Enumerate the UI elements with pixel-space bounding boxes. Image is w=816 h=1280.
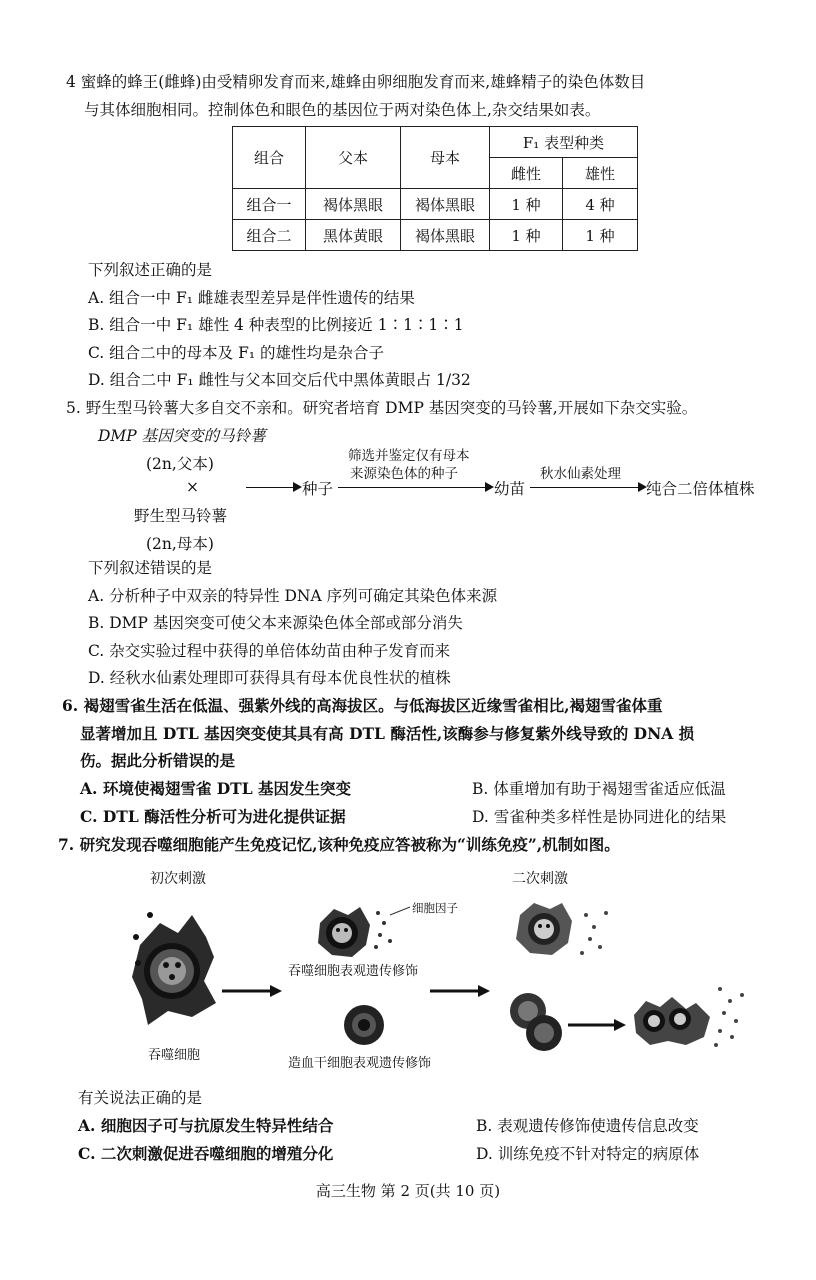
q7-option-a: A. 细胞因子可与抗原发生特异性结合 [78, 1116, 334, 1135]
q6-option-b: B. 体重增加有助于褐翅雪雀适应低温 [472, 780, 726, 798]
macrophage-cell-image [132, 912, 216, 1025]
q6-line3: 伤。据此分析错误的是 [80, 751, 236, 770]
q4-option-a: A. 组合一中 F₁ 雌雄表型差异是伴性遗传的结果 [88, 289, 415, 307]
q5-dmp-ploidy: (2n,父本) [146, 455, 214, 473]
arrow-head [485, 482, 494, 492]
q5-dmp-label: DMP 基因突变的马铃薯 [98, 427, 266, 445]
q4-cross-table [232, 126, 638, 251]
q7-mechanism-figure [120, 885, 760, 1055]
q5-seed: 种子 [302, 480, 334, 498]
q5-wild-ploidy: (2n,母本) [146, 535, 214, 553]
cell-male: 4 种 [563, 189, 638, 220]
cell-male: 1 种 [563, 220, 638, 251]
q7-cytokine-label: 细胞因子 [412, 901, 458, 915]
cell-mother: 褐体黑眼 [401, 220, 490, 251]
arrow-line [530, 487, 640, 488]
q6-option-d: D. 雪雀种类多样性是协同进化的结果 [472, 808, 727, 826]
cell-female: 1 种 [490, 189, 563, 220]
q5-line1: 5. 野生型马铃薯大多自交不亲和。研究者培育 DMP 基因突变的马铃薯,开展如下杂交实验。 [66, 399, 698, 417]
header-group: 组合 [233, 127, 306, 189]
cell-group: 组合二 [233, 220, 306, 251]
q7-second-stimulus: 二次刺激 [512, 871, 568, 887]
q5-option-b: B. DMP 基因突变可使父本来源染色体全部或部分消失 [88, 614, 463, 632]
cell-female: 1 种 [490, 220, 563, 251]
cell-mother: 褐体黑眼 [401, 189, 490, 220]
hematopoietic-stem-cell-image [344, 1005, 384, 1045]
arrow-line [338, 487, 486, 488]
q6-option-c: C. DTL 酶活性分析可为进化提供证据 [80, 807, 346, 826]
q7-first-stimulus: 初次刺激 [150, 871, 206, 887]
secondary-macrophage-image [516, 903, 608, 955]
cell-father: 黑体黄眼 [306, 220, 401, 251]
q5-option-c: C. 杂交实验过程中获得的单倍体幼苗由种子发育而来 [88, 642, 451, 660]
q4-stem: 下列叙述正确的是 [88, 261, 213, 279]
header-female: 雌性 [490, 158, 563, 189]
cell-father: 褐体黑眼 [306, 189, 401, 220]
q5-option-a: A. 分析种子中双亲的特异性 DNA 序列可确定其染色体来源 [88, 587, 498, 605]
arrow-head [293, 482, 302, 492]
arrow-line [246, 487, 294, 488]
q5-screen-label-2: 来源染色体的种子 [350, 466, 458, 482]
activated-macrophage-image [318, 907, 410, 957]
trained-macrophage-cluster-image [634, 987, 744, 1047]
q5-colchicine-label: 秋水仙素处理 [540, 466, 621, 482]
q7-macrophage-epigenetic: 吞噬细胞表观遗传修饰 [288, 964, 419, 979]
stem-cell-pair-image [510, 993, 562, 1051]
q5-option-d: D. 经秋水仙素处理即可获得具有母本优良性状的植株 [88, 669, 451, 687]
q5-cross-symbol: × [186, 478, 199, 496]
q7-hsc-epigenetic: 造血干细胞表观遗传修饰 [288, 1056, 432, 1071]
q7-macrophage-label: 吞噬细胞 [148, 1048, 201, 1063]
q5-seedling: 幼苗 [494, 480, 526, 498]
q6-option-a: A. 环境使褐翅雪雀 DTL 基因发生突变 [80, 779, 351, 798]
q6-line2: 显著增加且 DTL 基因突变使其具有高 DTL 酶活性,该酶参与修复紫外线导致的 DNA 损 [80, 724, 695, 743]
q7-option-c: C. 二次刺激促进吞噬细胞的增殖分化 [78, 1144, 334, 1163]
header-father: 父本 [306, 127, 401, 189]
q4-option-d: D. 组合二中 F₁ 雌性与父本回交后代中黑体黄眼占 1/32 [88, 371, 471, 389]
header-f1: F₁ 表型种类 [490, 127, 638, 158]
header-male: 雄性 [563, 158, 638, 189]
q6-line1: 6. 褐翅雪雀生活在低温、强紫外线的高海拔区。与低海拔区近缘雪雀相比,褐翅雪雀体重 [62, 696, 663, 715]
table-row [233, 189, 638, 220]
page-footer: 高三生物 第 2 页(共 10 页) [315, 1182, 501, 1200]
q5-screen-label-1: 筛选并鉴定仅有母本 [348, 448, 470, 464]
q7-option-b: B. 表观遗传修饰使遗传信息改变 [476, 1117, 699, 1135]
q7-line1: 7. 研究发现吞噬细胞能产生免疫记忆,该种免疫应答被称为“训练免疫”,机制如图。 [58, 835, 620, 854]
q4-line2: 与其体细胞相同。控制体色和眼色的基因位于两对染色体上,杂交结果如表。 [84, 101, 601, 119]
q4-line1: 4 蜜蜂的蜂王(雌蜂)由受精卵发育而来,雄蜂由卵细胞发育而来,雄蜂精子的染色体数目 [66, 73, 646, 91]
q7-stem: 有关说法正确的是 [78, 1089, 203, 1107]
q5-result: 纯合二倍体植株 [646, 480, 755, 498]
cell-group: 组合一 [233, 189, 306, 220]
table-row [233, 220, 638, 251]
q5-stem: 下列叙述错误的是 [88, 559, 213, 577]
q5-wild-label: 野生型马铃薯 [134, 507, 228, 525]
q4-option-c: C. 组合二中的母本及 F₁ 的雄性均是杂合子 [88, 344, 384, 362]
q7-option-d: D. 训练免疫不针对特定的病原体 [476, 1145, 700, 1163]
q4-option-b: B. 组合一中 F₁ 雄性 4 种表型的比例接近 1∶1∶1∶1 [88, 316, 464, 334]
header-mother: 母本 [401, 127, 490, 189]
